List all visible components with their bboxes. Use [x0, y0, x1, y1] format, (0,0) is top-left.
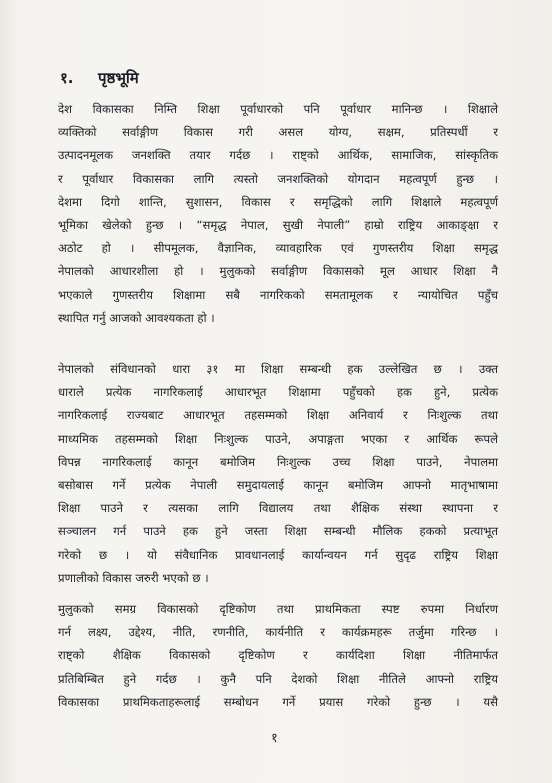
text-line: र पूर्वाधार विकासका लागि त्यस्तो जनशक्तिको योगदान महत्वपूर्ण हुन्छ ।	[58, 171, 498, 186]
text-line: धाराले प्रत्येक नागरिकलाई आधारभूत शिक्षामा पहुँचको हक हुने, प्रत्येक	[58, 385, 498, 400]
text-line: प्रणालीको विकास जरुरी भएको छ ।	[58, 570, 209, 585]
text-line: माध्यमिक तहसम्मको शिक्षा निःशुल्क पाउने, अपाङ्गता भएका र आर्थिक रूपले	[58, 431, 498, 446]
section-heading	[60, 68, 139, 88]
text-line: उत्पादनमूलक जनशक्ति तयार गर्दछ । राष्ट्को आर्थिक, सामाजिक, सांस्कृतिक	[58, 148, 498, 163]
text-line: राष्ट्को शैक्षिक विकासको दृष्टिकोण र कार्यदिशा शिक्षा नीतिमार्फत	[58, 648, 498, 663]
text-line: गरेको छ । यो संवैधानिक प्रावधानलाई कार्यान्वयन गर्न सुदृढ राष्ट्रिय शिक्षा	[58, 547, 498, 562]
text-line: नेपालको आधारशीला हो । मुलुकको सर्वाङ्गीण विकासको मूल आधार शिक्षा नै	[58, 264, 498, 279]
text-line: स्थापित गर्नु आजको आवश्यकता हो ।	[58, 310, 215, 325]
paragraph-constitution	[58, 358, 498, 590]
text-line: प्रतिबिम्बित हुने गर्दछ । कुनै पनि देशको शिक्षा नीतिले आफ्नो राष्ट्रिय	[58, 671, 498, 686]
text-line: नागरिकलाई राज्यबाट आधारभूत तहसम्मको शिक्षा अनिवार्य र निःशुल्क तथा	[58, 408, 498, 423]
text-line: सञ्चालन गर्न पाउने हक हुने जस्ता शिक्षा सम्बन्धी मौलिक हकको प्रत्याभूत	[58, 524, 498, 539]
text-line: देशमा दिगो शान्ति, सुशासन, विकास र समृद्धिको लागि शिक्षाले महत्वपूर्ण	[58, 194, 498, 209]
paragraph-policy	[58, 598, 498, 714]
text-line: बसोबास गर्ने प्रत्येक नेपाली समुदायलाई कानून बमोजिम आफ्नो मातृभाषामा	[58, 478, 498, 493]
text-line: भूमिका खेलेको हुन्छ । “समृद्ध नेपाल, सुखी नेपाली” हाम्रो राष्ट्रिय आकाङ्क्षा र	[58, 218, 498, 233]
section-title: पृष्ठभूमि	[98, 69, 139, 87]
page-number: १	[271, 731, 278, 746]
text-line: विकासका प्राथमिकताहरूलाई सम्बोधन गर्ने प्रयास गरेको हुन्छ । यसै	[58, 694, 498, 709]
paragraph-background	[58, 98, 498, 330]
text-line: व्यक्तिको सर्वाङ्गीण विकास गरी असल योग्य, सक्षम, प्रतिस्पर्धी र	[58, 125, 498, 140]
text-line: मुलुकको समग्र विकासको दृष्टिकोण तथा प्राथमिकता स्पष्ट रुपमा निर्धारण	[58, 602, 498, 616]
text-line: देश विकासका निम्ति शिक्षा पूर्वाधारको पनि पूर्वाधार मानिन्छ । शिक्षाले	[58, 102, 498, 116]
text-line: गर्न लक्ष्य, उद्देश्य, नीति, रणनीति, कार्यनीति र कार्यक्रमहरू तर्जुमा गरिन्छ ।	[58, 625, 498, 640]
text-line: विपन्न नागरिकलाई कानून बमोजिम निःशुल्क उच्च शिक्षा पाउने, नेपालमा	[58, 454, 498, 469]
text-line: शिक्षा पाउने र त्यसका लागि विद्यालय तथा शैक्षिक संस्था स्थापना र	[58, 501, 498, 516]
text-line: अठोट हो । सीपमूलक, वैज्ञानिक, व्यावहारिक एवं गुणस्तरीय शिक्षा समृद्ध	[58, 241, 498, 256]
text-line: नेपालको संविधानको धारा ३१ मा शिक्षा सम्बन्धी हक उल्लेखित छ । उक्त	[58, 362, 498, 376]
text-line: भएकाले गुणस्तरीय शिक्षामा सबै नागरिकको समतामूलक र न्यायोचित पहुँच	[58, 287, 498, 302]
section-number: १.	[60, 69, 74, 87]
